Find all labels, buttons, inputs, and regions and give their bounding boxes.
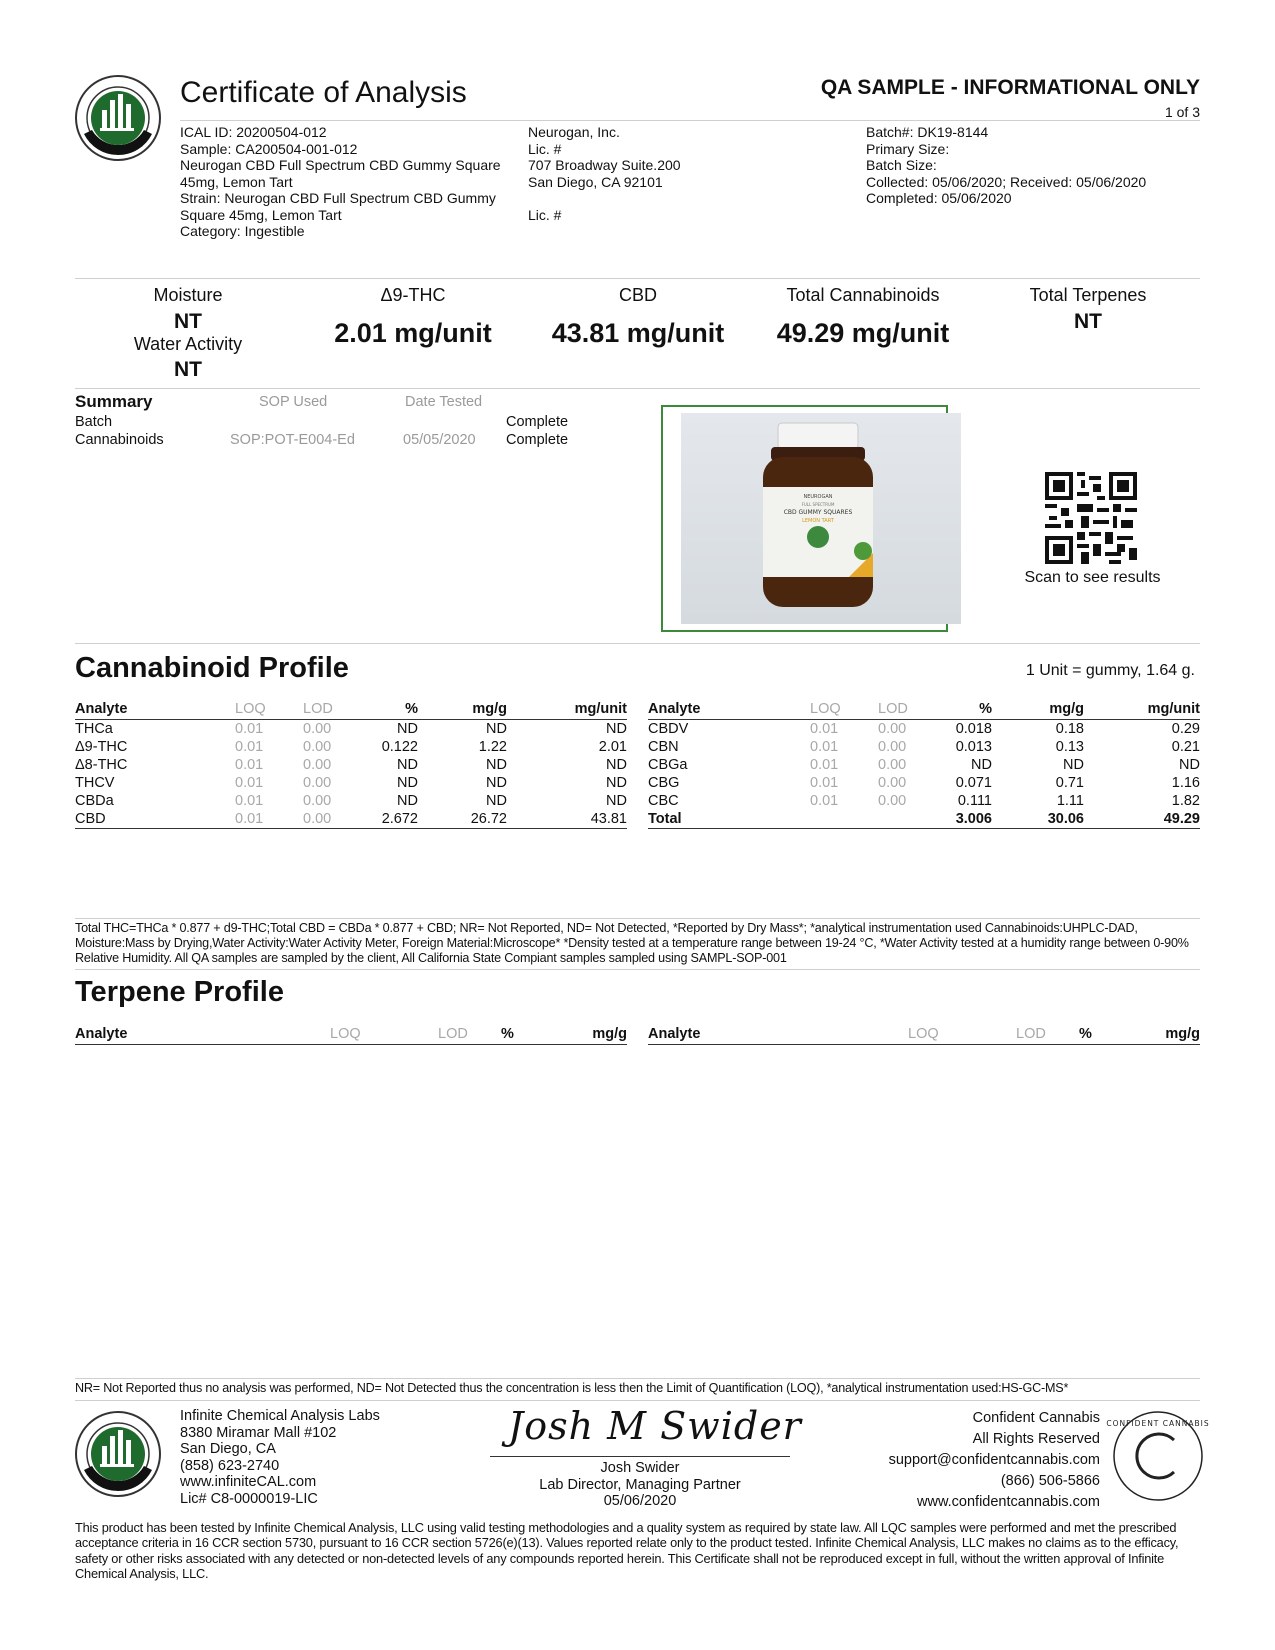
lab-line: San Diego, CA: [180, 1441, 276, 1457]
moisture-label: Moisture: [153, 285, 223, 305]
confident-cannabis-logo: [1106, 1410, 1210, 1502]
col-lod: LOD: [438, 1026, 468, 1042]
percent-cell: 3.006: [948, 810, 992, 829]
mgg-cell: 0.13: [1055, 739, 1084, 755]
cc-website-link[interactable]: www.confidentcannabis.com: [917, 1494, 1100, 1510]
cc-email-link[interactable]: support@confidentcannabis.com: [888, 1452, 1100, 1468]
title-rule: [180, 120, 1200, 121]
client-line: Lic. #: [528, 206, 562, 223]
client-line: Lic. #: [528, 140, 562, 157]
cbd-value: 43.81 mg/unit: [551, 318, 725, 348]
mgg-cell: 1.22: [478, 739, 507, 755]
mgunit-cell: 2.01: [598, 739, 627, 755]
mgg-cell: ND: [486, 775, 507, 791]
cc-info: [889, 1408, 1100, 1513]
batch-line: Collected: 05/06/2020; Received: 05/06/2020: [866, 173, 1147, 190]
lod-cell: 0.00: [303, 775, 332, 791]
batch-line: Batch Size:: [866, 157, 937, 173]
product-photo: [681, 413, 961, 624]
cannabinoid-notes: Total THC=THCa * 0.877 + d9-THC;Total CBD = CBDa * 0.877 + CBD; NR= Not Reported, ND= Not Detected, *Reported by Dry Mass*; *analytical instrumentation used Cannabinoids:UHPLC-DAD, Moisture:Mass by Drying,Water Activity:Water Activity Meter, Foreign Material:Microscope* *Density tested at a temperature range between 19-24 °C, *Water Activity tested at a humidity range between 0-90% Relative Humidity. All QA samples are sampled by the client, All California State Compiant samples sampled using SAMPL-SOP-001: [75, 921, 1189, 965]
terpene-left-header: [75, 1026, 627, 1044]
lab-info: [180, 1408, 380, 1507]
thc-label: Δ9-THC: [380, 285, 446, 305]
loq-cell: [810, 810, 878, 829]
sign-date: 05/06/2020: [603, 1493, 677, 1509]
col-loq: LOQ: [908, 1026, 939, 1042]
lab-line: Infinite Chemical Analysis Labs: [180, 1408, 380, 1424]
cc-logo-text: CONFIDENT CANNABIS: [1106, 1419, 1210, 1428]
cannabinoid-profile-title: Cannabinoid Profile: [75, 652, 349, 684]
client-line: [528, 190, 828, 207]
lod-cell: 0.00: [303, 810, 373, 829]
cannabinoid-table-right: [648, 720, 1200, 829]
sample-line: 45mg, Lemon Tart: [180, 173, 293, 190]
total-row: [648, 810, 1200, 829]
analyte-cell: CBD: [75, 810, 235, 829]
table-row: [648, 756, 1200, 774]
percent-cell: 0.111: [957, 793, 992, 809]
col-mgg: mg/g: [472, 701, 507, 717]
total-cannabinoids-value: 49.29 mg/unit: [776, 318, 950, 348]
analyte-cell: Δ9-THC: [75, 739, 128, 755]
table-row: [75, 756, 627, 774]
terpene-right-header: [648, 1026, 1200, 1044]
mgg-cell: 1.11: [1056, 793, 1084, 809]
total-terpenes-label: Total Terpenes: [1029, 285, 1147, 305]
qr-code[interactable]: [1045, 472, 1137, 564]
header-divider: [75, 278, 1200, 279]
mgunit-cell: ND: [1179, 757, 1200, 773]
loq-cell: 0.01: [235, 721, 264, 737]
summary-row-name: Cannabinoids: [75, 432, 164, 448]
mgunit-cell: 0.21: [1171, 739, 1200, 755]
loq-cell: 0.01: [235, 757, 264, 773]
page-number: 1 of 3: [1164, 104, 1200, 120]
mgg-cell: ND: [486, 757, 507, 773]
lod-cell: 0.00: [878, 757, 907, 773]
water-activity-value: NT: [174, 358, 202, 381]
lab-logo: [74, 74, 162, 162]
signer-title: Lab Director, Managing Partner: [539, 1476, 741, 1493]
cannabinoid-right-header: [648, 701, 1200, 719]
summary-col-date: Date Tested: [405, 394, 483, 410]
lab-line: Lic# C8-0000019-LIC: [180, 1490, 318, 1507]
notes-rule: [75, 918, 1200, 919]
mgunit-cell: ND: [606, 721, 627, 737]
footer-rule: [75, 1400, 1200, 1401]
analyte-cell: THCa: [75, 721, 113, 737]
loq-cell: 0.01: [235, 793, 264, 809]
summary-row-date: 05/05/2020: [403, 432, 476, 448]
loq-cell: 0.01: [810, 739, 839, 755]
terpene-profile-title: Terpene Profile: [75, 976, 284, 1008]
batch-line: Batch#: DK19-8144: [866, 124, 989, 140]
qa-banner: QA SAMPLE - INFORMATIONAL ONLY: [820, 76, 1200, 99]
loq-cell: 0.01: [235, 810, 303, 829]
table-row: [75, 774, 627, 792]
col-mgg: mg/g: [592, 1026, 627, 1042]
percent-cell: ND: [397, 757, 418, 773]
mgg-cell: 30.06: [992, 810, 1084, 829]
batch-info: [866, 124, 1206, 207]
mgunit-cell: 0.29: [1171, 721, 1200, 737]
analyte-cell: CBGa: [648, 757, 688, 773]
col-percent: %: [979, 701, 992, 717]
percent-cell: 0.122: [381, 739, 418, 755]
summary-row-status: Complete: [506, 414, 569, 430]
col-percent: %: [501, 1026, 514, 1042]
col-mgunit: mg/unit: [574, 701, 627, 717]
col-percent: %: [1079, 1026, 1092, 1042]
analyte-cell: Total: [648, 810, 810, 829]
cc-line: Confident Cannabis: [972, 1410, 1100, 1426]
moisture-value: NT: [174, 310, 202, 333]
mgg-cell: ND: [486, 721, 507, 737]
table-header-rule: [75, 1044, 627, 1045]
summary-row-status: Complete: [506, 432, 569, 448]
cannabinoid-table-left: [75, 720, 627, 829]
cannabinoid-left-header: [75, 701, 627, 719]
footer-top-rule: [75, 1378, 1200, 1379]
lod-cell: 0.00: [878, 775, 907, 791]
mgg-cell: 0.71: [1055, 775, 1084, 791]
table-row: [648, 720, 1200, 738]
col-lod: LOD: [303, 701, 333, 717]
lod-cell: 0.00: [878, 793, 907, 809]
mgunit-cell: ND: [606, 793, 627, 809]
lab-website-link[interactable]: www.infiniteCAL.com: [180, 1474, 317, 1490]
col-analyte: Analyte: [648, 701, 701, 717]
sample-line: Square 45mg, Lemon Tart: [180, 206, 342, 223]
summary-row-name: Batch: [75, 414, 113, 430]
lod-cell: 0.00: [878, 739, 907, 755]
bottle-label-line: CBD GUMMY SQUARES: [783, 509, 853, 516]
loq-cell: 0.01: [810, 757, 839, 773]
analyte-cell: CBDa: [75, 793, 114, 809]
page-title: Certificate of Analysis: [180, 76, 467, 109]
table-header-rule: [648, 1044, 1200, 1045]
analyte-cell: CBG: [648, 775, 680, 791]
client-info: [528, 124, 828, 223]
summary-divider: [75, 643, 1200, 644]
terpene-notes: NR= Not Reported thus no analysis was performed, ND= Not Detected thus the concentration is less then the Limit of Quantification (LOQ), *analytical instrumentation used:HS-GC-MS*: [75, 1381, 1069, 1395]
mgg-cell: ND: [1063, 757, 1084, 773]
table-row: [648, 792, 1200, 810]
lod-cell: 0.00: [303, 721, 332, 737]
bottle-icon: [681, 413, 961, 624]
col-lod: LOD: [1016, 1026, 1046, 1042]
sample-info: [180, 124, 515, 240]
analyte-cell: Δ8-THC: [75, 757, 128, 773]
batch-line: Completed: 05/06/2020: [866, 190, 1012, 206]
table-row: [75, 810, 627, 829]
lab-line: 8380 Miramar Mall #102: [180, 1424, 337, 1441]
summary-row: [75, 414, 595, 432]
sample-line: Sample: CA200504-001-012: [180, 140, 358, 157]
lod-cell: 0.00: [303, 793, 332, 809]
cc-line: All Rights Reserved: [972, 1431, 1100, 1447]
mgunit-cell: ND: [606, 757, 627, 773]
sample-line: Neurogan CBD Full Spectrum CBD Gummy Square: [180, 157, 501, 173]
loq-cell: 0.01: [235, 775, 264, 791]
mgunit-cell: ND: [606, 775, 627, 791]
analyte-cell: CBC: [648, 793, 679, 809]
client-line: San Diego, CA 92101: [528, 173, 663, 190]
mgg-cell: ND: [486, 793, 507, 809]
summary-row: [75, 432, 595, 450]
percent-cell: 0.018: [955, 721, 992, 737]
col-loq: LOQ: [810, 701, 841, 717]
client-line: 707 Broadway Suite.200: [528, 157, 681, 173]
percent-cell: ND: [397, 721, 418, 737]
table-row: [75, 738, 627, 756]
table-row: [75, 792, 627, 810]
cbd-label: CBD: [618, 285, 657, 305]
col-mgunit: mg/unit: [1147, 701, 1200, 717]
disclaimer: This product has been tested by Infinite Chemical Analysis, LLC using valid testing methodologies and a quality system as required by state law. All LQC samples were performed and met the prescribed acceptance criteria in 16 CCR section 5730, pursuant to 16 CCR section 5726(e)(13). Values reported relate only to the product tested. Infinite Chemical Analysis, LLC makes no claims as to the efficacy, safety or other risks associated with any detected or non-detected levels of any compounds reported herein. This Certificate shall not be reproduced except in full, without the written approval of Infinite Chemical Analysis, LLC.: [75, 1520, 1179, 1582]
summary-title: Summary: [75, 392, 153, 411]
col-mgg: mg/g: [1049, 701, 1084, 717]
loq-cell: 0.01: [810, 721, 839, 737]
analyte-cell: CBN: [648, 739, 679, 755]
analyte-cell: CBDV: [648, 721, 689, 737]
client-line: Neurogan, Inc.: [528, 124, 620, 140]
col-loq: LOQ: [330, 1026, 361, 1042]
table-row: [648, 774, 1200, 792]
percent-cell: ND: [971, 757, 992, 773]
notes-rule-bottom: [75, 969, 1200, 970]
unit-note: 1 Unit = gummy, 1.64 g.: [1025, 662, 1195, 679]
signature: Josh M Swider: [508, 1404, 802, 1448]
footer-lab-logo: [74, 1410, 162, 1498]
kpi-divider: [75, 388, 1200, 389]
col-analyte: Analyte: [75, 701, 128, 717]
mgunit-cell: 1.82: [1171, 793, 1200, 809]
lod-cell: [878, 810, 948, 829]
signer-block: [490, 1460, 790, 1510]
lab-line: (858) 623-2740: [180, 1457, 280, 1474]
table-row: [75, 720, 627, 738]
loq-cell: 0.01: [810, 793, 839, 809]
bottle-label-line: FULL SPECTRUM: [801, 502, 835, 507]
col-percent: %: [405, 701, 418, 717]
mgunit-cell: 43.81: [507, 810, 627, 829]
product-photo-frame: [661, 405, 948, 632]
col-loq: LOQ: [235, 701, 266, 717]
mgunit-cell: 49.29: [1084, 810, 1200, 829]
percent-cell: ND: [397, 793, 418, 809]
loq-cell: 0.01: [810, 775, 839, 791]
col-analyte: Analyte: [75, 1026, 128, 1042]
mgg-cell: 26.72: [418, 810, 507, 829]
bottle-label-line: LEMON TART: [802, 518, 834, 524]
percent-cell: 0.013: [955, 739, 992, 755]
thc-value: 2.01 mg/unit: [334, 318, 492, 348]
qr-caption: Scan to see results: [1024, 569, 1161, 586]
lod-cell: 0.00: [303, 757, 332, 773]
sample-line: Category: Ingestible: [180, 223, 305, 239]
lod-cell: 0.00: [303, 739, 332, 755]
mgunit-cell: 1.16: [1171, 775, 1200, 791]
loq-cell: 0.01: [235, 739, 264, 755]
table-row: [648, 738, 1200, 756]
summary-col-sop: SOP Used: [259, 394, 328, 410]
col-mgg: mg/g: [1165, 1026, 1200, 1042]
lod-cell: 0.00: [878, 721, 907, 737]
total-cannabinoids-label: Total Cannabinoids: [786, 285, 940, 305]
water-activity-label: Water Activity: [133, 334, 243, 354]
analyte-cell: THCV: [75, 775, 115, 791]
percent-cell: ND: [397, 775, 418, 791]
col-lod: LOD: [878, 701, 908, 717]
sample-line: Strain: Neurogan CBD Full Spectrum CBD Gummy: [180, 190, 496, 206]
summary-row-sop: SOP:POT-E004-Ed: [230, 432, 355, 448]
sample-line: ICAL ID: 20200504-012: [180, 124, 327, 140]
percent-cell: 0.071: [955, 775, 992, 791]
signature-line: [490, 1456, 790, 1457]
bottle-label-line: NEUROGAN: [803, 494, 833, 500]
percent-cell: 2.672: [373, 810, 418, 829]
cc-line: (866) 506-5866: [1000, 1473, 1100, 1489]
total-terpenes-value: NT: [1074, 310, 1102, 333]
batch-line: Primary Size:: [866, 140, 950, 157]
mgg-cell: 0.18: [1055, 721, 1084, 737]
col-analyte: Analyte: [648, 1026, 701, 1042]
signer-name: Josh Swider: [600, 1460, 680, 1476]
